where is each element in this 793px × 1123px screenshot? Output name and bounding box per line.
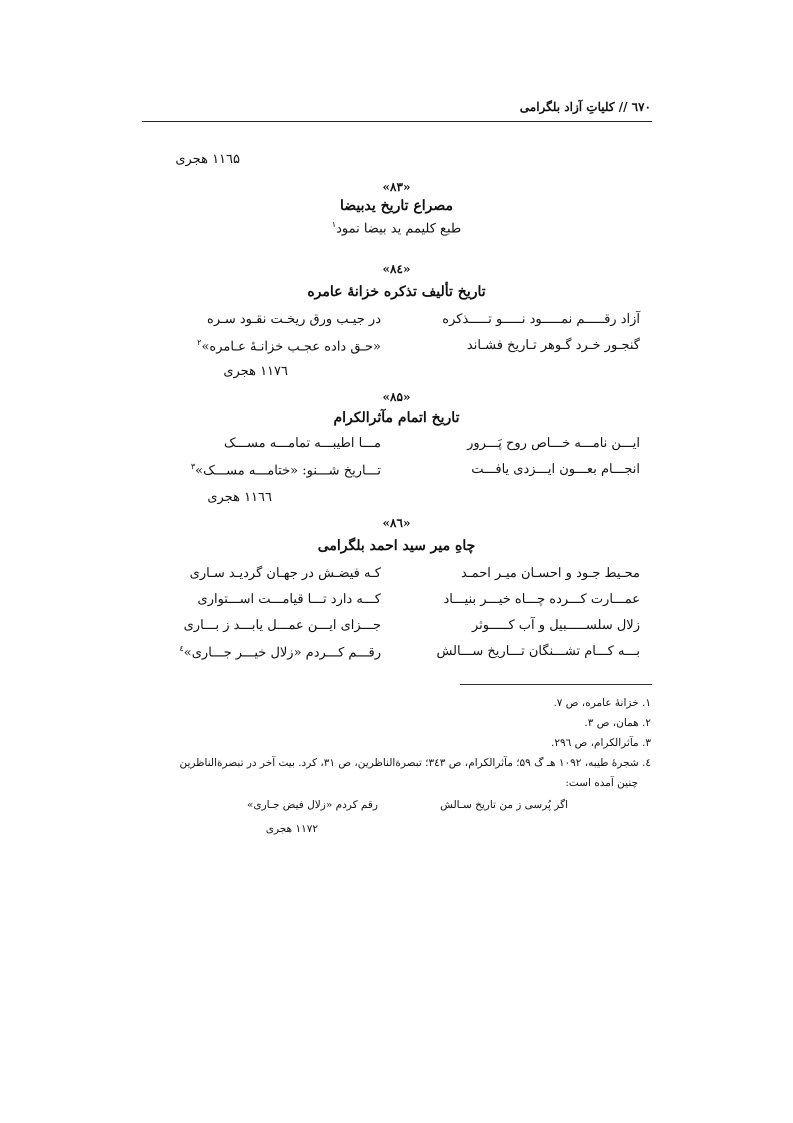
top-year: ۱۱٦۵ هجری — [175, 152, 240, 167]
section-85-year: ۱۱٦٦ هجری — [207, 490, 272, 505]
verse-86-2-right: عمـــارت کـــرده چـــاه خیـــر بنیـــاد — [443, 592, 640, 607]
verse-85-1-left: مـــا اطیبـــه تمامـــه مســـک — [223, 436, 381, 451]
verse-86-2-left: کـــه دارد تـــا قیامـــت اســـتواری — [197, 592, 381, 607]
verse-86-4-left-text: رقـــم کـــردم «زلال خیـــر جـــاری» — [183, 645, 381, 661]
verse-84-1-right: آزاد رقـــــم نمـــــود نـــــو تـــــذکره — [442, 312, 640, 327]
header-rule — [142, 121, 652, 122]
verse-86-4-left — [180, 644, 382, 660]
verse-86-1-right: محـیط جـود و احسـان میـر احمـد — [461, 566, 640, 581]
verse-84-1-left: در جیـب ورق ریخـت نقـود سـره — [207, 312, 381, 327]
verse-84-2-left-text: «حـق داده عجـب خزانـهٔ عـامره» — [201, 339, 381, 355]
footnote-ref-3: ۳ — [190, 462, 196, 471]
footnote-ref-4: ٤ — [179, 644, 184, 653]
footnote-verse-left: رقم کردم «زلال فیض جـاری» — [246, 799, 378, 811]
verse-86-4-right: بـــه کـــام تشـــنگان تـــاریخ ســـالش — [436, 644, 640, 659]
footnote-verse-right: اگر پُرسی ز من تاریخ سـالش — [440, 799, 568, 811]
verse-84-2-left — [197, 338, 381, 354]
section-85-number: «۸۵» — [382, 390, 411, 404]
section-83-line — [0, 220, 793, 236]
footnote-ref-1: ۱ — [331, 220, 337, 229]
footnote-4-continuation: چنین آمده است: — [565, 777, 638, 789]
footnote-ref-2: ۲ — [197, 338, 202, 347]
verse-85-1-right: ایـــن نامـــه خـــاص روح پَـــرور — [467, 436, 640, 451]
section-83-line-text: طبع کلیمم ید بیضا نمود — [336, 221, 462, 237]
verse-86-1-left: کـه فیضـش در جهـان گردیـد سـاری — [189, 566, 381, 581]
section-86-title: چاهِ میر سید احمد بلگرامی — [317, 538, 476, 554]
footnote-4: ٤. شجرهٔ طیبه، ۱۰۹۲ هـ گ ۵۹؛ مآثرالکرام، ص ۳٤۳؛ تبصرةالناظرین، ص ۳۱، کرد. بیت آخر در تبصرةالناظرین — [179, 757, 651, 769]
footnote-1: ۱. خزانهٔ عامره، ص ۷. — [553, 697, 651, 709]
footnote-3: ۳. مآثرالکرام، ص ۲۹٦. — [550, 737, 651, 749]
verse-84-2-right: گنجـور خـرد گـوهر تـاریخ فشـاند — [466, 338, 640, 353]
verse-86-3-right: زلال سلســـــبیل و آب کـــــوثر — [471, 618, 640, 633]
section-84-number: «۸٤» — [382, 262, 411, 276]
footnote-rule — [460, 684, 652, 685]
section-84-year: ۱۱۷٦ هجری — [223, 364, 288, 379]
verse-86-3-left: جـــزای ایـــن عمـــل یابـــد ز بـــاری — [183, 618, 381, 633]
section-86-number: «۸٦» — [382, 516, 411, 530]
verse-85-2-left — [191, 462, 381, 478]
verse-85-2-left-text: تـــاریخ شـــنو: «ختامـــه مســـک» — [195, 463, 381, 479]
section-85-title: تاریخ اتمام مآثرالکرام — [333, 410, 460, 426]
footnote-2: ۲. همان، ص ۳. — [584, 717, 651, 729]
section-84-title: تاریخ تألیف تذکره خزانهٔ عامره — [307, 284, 486, 300]
verse-85-2-right: انجـــام بعـــون ایـــزدی یافـــت — [471, 462, 640, 477]
section-83-title: مصراع تاریخ یدبیضا — [340, 198, 453, 214]
running-header: ٦٧٠ // کلیاتِ آزاد بلگرامی — [519, 100, 651, 114]
section-83-number: «۸۳» — [382, 180, 411, 194]
footnote-year: ۱۱۷۲ هجری — [265, 823, 318, 835]
